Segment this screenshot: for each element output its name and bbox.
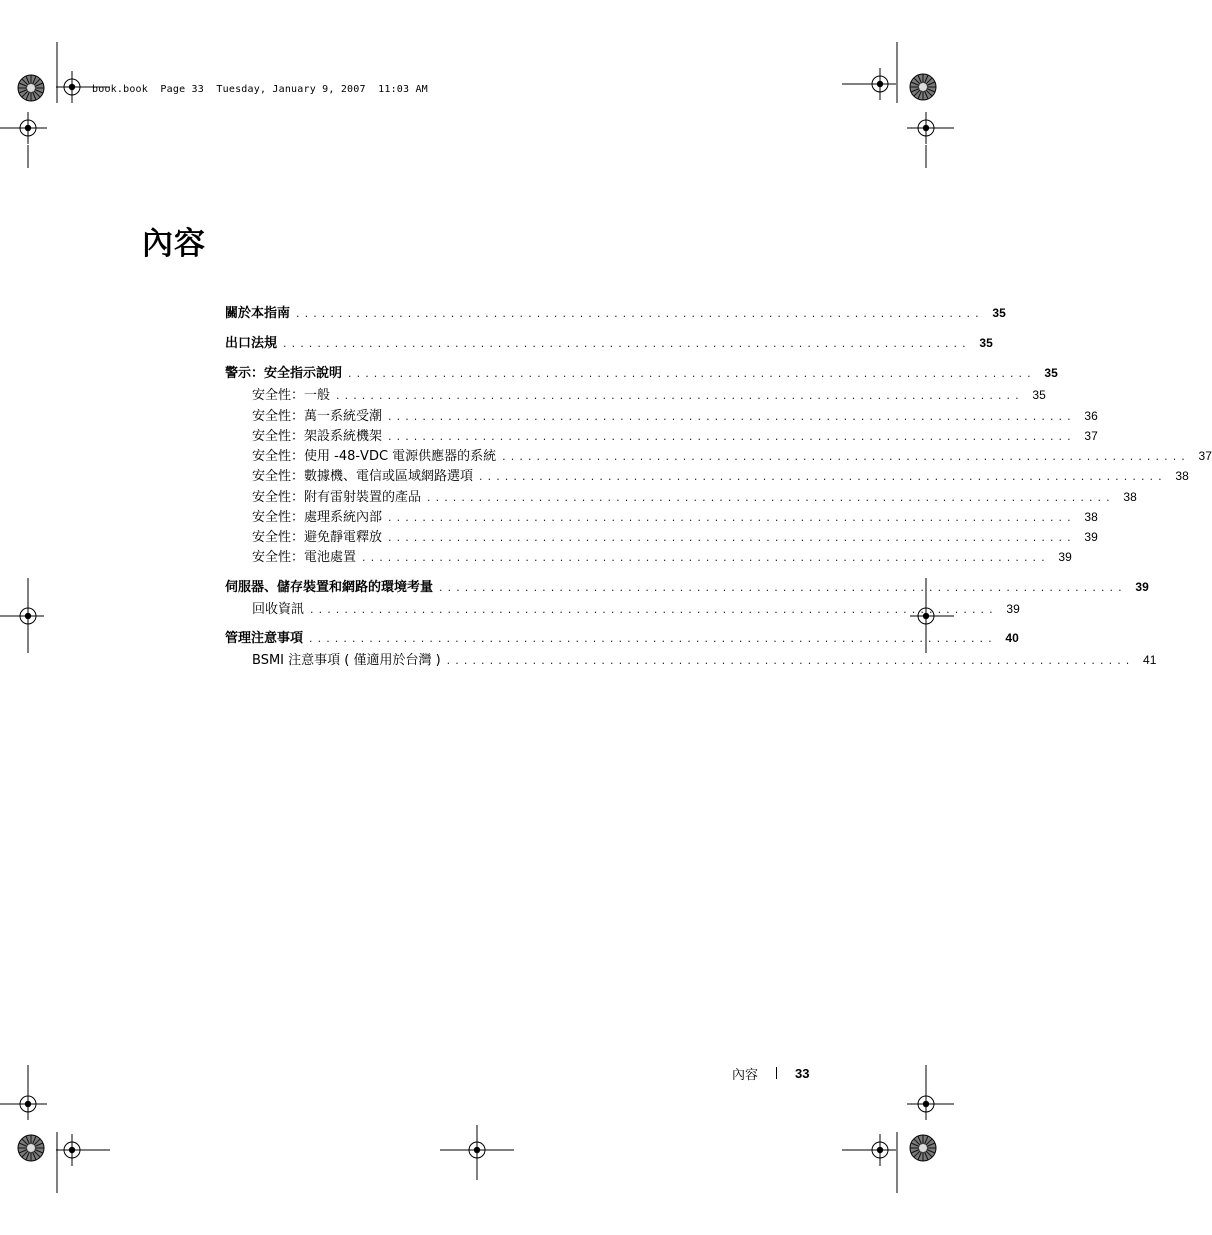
toc-entry[interactable] [252,385,1046,405]
toc-entry-title: 伺服器、儲存裝置和網路的環境考量 [225,580,434,595]
toc-entry[interactable] [225,363,1058,383]
toc-entry-title: 出口法規 [225,336,278,351]
toc-entry[interactable] [252,527,1098,547]
page-title: 內容 [142,226,206,262]
footer-divider [776,1067,777,1079]
toc-page-number: 39 [1058,550,1072,564]
toc-dot-leader: ................................................................................ [388,410,1076,423]
crop-mark-bottom-right [842,1065,954,1193]
toc-page-number: 35 [1044,366,1058,380]
toc-page-number: 35 [992,306,1006,320]
toc-dot-leader: ................................................................................ [502,450,1190,463]
toc-dot-leader: ................................................................................ [388,430,1076,443]
footer-page-number: 33 [795,1065,810,1081]
toc-entry[interactable] [225,577,1149,597]
crop-mark-top-right [842,42,954,168]
crop-mark-top-left [0,42,110,168]
toc-entry[interactable] [252,547,1072,567]
toc-entry[interactable] [252,426,1098,446]
toc-entry-title: 安全性：避免靜電釋放 [252,530,383,545]
toc-dot-leader: ................................................................................ [296,307,984,320]
toc-entry[interactable] [252,446,1212,466]
toc-dot-leader: ................................................................................ [336,389,1024,402]
toc-page-number: 38 [1175,469,1189,483]
toc-dot-leader: ................................................................................ [446,654,1135,667]
toc-entry-title: 關於本指南 [225,306,291,321]
toc-dot-leader: ................................................................................ [388,511,1076,524]
toc-entry[interactable] [252,507,1098,527]
toc-dot-leader: ................................................................................ [388,531,1076,544]
print-slug-line: book.book Page 33 Tuesday, January 9, 2007 11:03 AM [92,84,428,95]
toc-page-number: 35 [1032,388,1046,402]
toc-entry-title: 安全性：萬一系統受潮 [252,409,383,424]
toc-entry-title: 警示：安全指示說明 [225,366,343,381]
toc-dot-leader: ................................................................................ [283,337,971,350]
toc-entry-title: 回收資訊 [252,602,305,617]
toc-page-number: 36 [1084,409,1098,423]
toc-entry[interactable] [225,333,993,353]
toc-dot-leader: ................................................................................ [309,632,997,645]
toc-dot-leader: ................................................................................ [427,491,1115,504]
toc-dot-leader: ................................................................................ [310,603,998,616]
toc-entry[interactable] [225,628,1019,648]
toc-dot-leader: ................................................................................ [348,367,1036,380]
toc-entry-title: BSMI 注意事項 ( 僅適用於台灣 ) [252,653,441,668]
crop-mark-bottom-center [440,1125,514,1180]
toc-entry-title: 安全性：一般 [252,388,331,403]
toc-entry-title: 安全性：架設系統機架 [252,429,383,444]
toc-entry-title: 安全性：附有雷射裝置的產品 [252,490,422,505]
toc-page-number: 38 [1084,510,1098,524]
toc-dot-leader: ................................................................................ [362,551,1050,564]
toc-page-number: 41 [1143,653,1157,667]
toc-page-number: 40 [1005,631,1019,645]
footer-section-title: 內容 [732,1067,759,1083]
toc-page-number: 35 [979,336,993,350]
toc-entry[interactable] [225,303,1006,323]
toc-entry[interactable] [252,466,1189,486]
toc-page-number: 39 [1006,602,1020,616]
toc-page-number: 37 [1084,429,1098,443]
toc-entry-title: 安全性：使用 -48-VDC 電源供應器的系統 [252,449,497,464]
toc-dot-leader: ................................................................................ [479,470,1167,483]
toc-page-number: 39 [1135,580,1149,594]
toc-entry[interactable] [252,599,1020,619]
crop-mark-middle-left [0,578,44,653]
toc-entry-title: 安全性：電池處置 [252,550,357,565]
toc-entry-title: 安全性：數據機、電信或區域網路選項 [252,469,474,484]
toc-entry[interactable] [252,650,1157,670]
toc-page-number: 38 [1123,490,1137,504]
toc-page-number: 37 [1198,449,1212,463]
toc-page-number: 39 [1084,530,1098,544]
page-footer [732,1063,809,1083]
toc-entry[interactable] [252,406,1098,426]
toc-entry-title: 安全性：處理系統內部 [252,510,383,525]
crop-mark-bottom-left [0,1065,110,1193]
toc-entry-title: 管理注意事項 [225,631,304,646]
toc-dot-leader: ................................................................................ [439,581,1127,594]
toc-entry[interactable] [252,487,1137,507]
